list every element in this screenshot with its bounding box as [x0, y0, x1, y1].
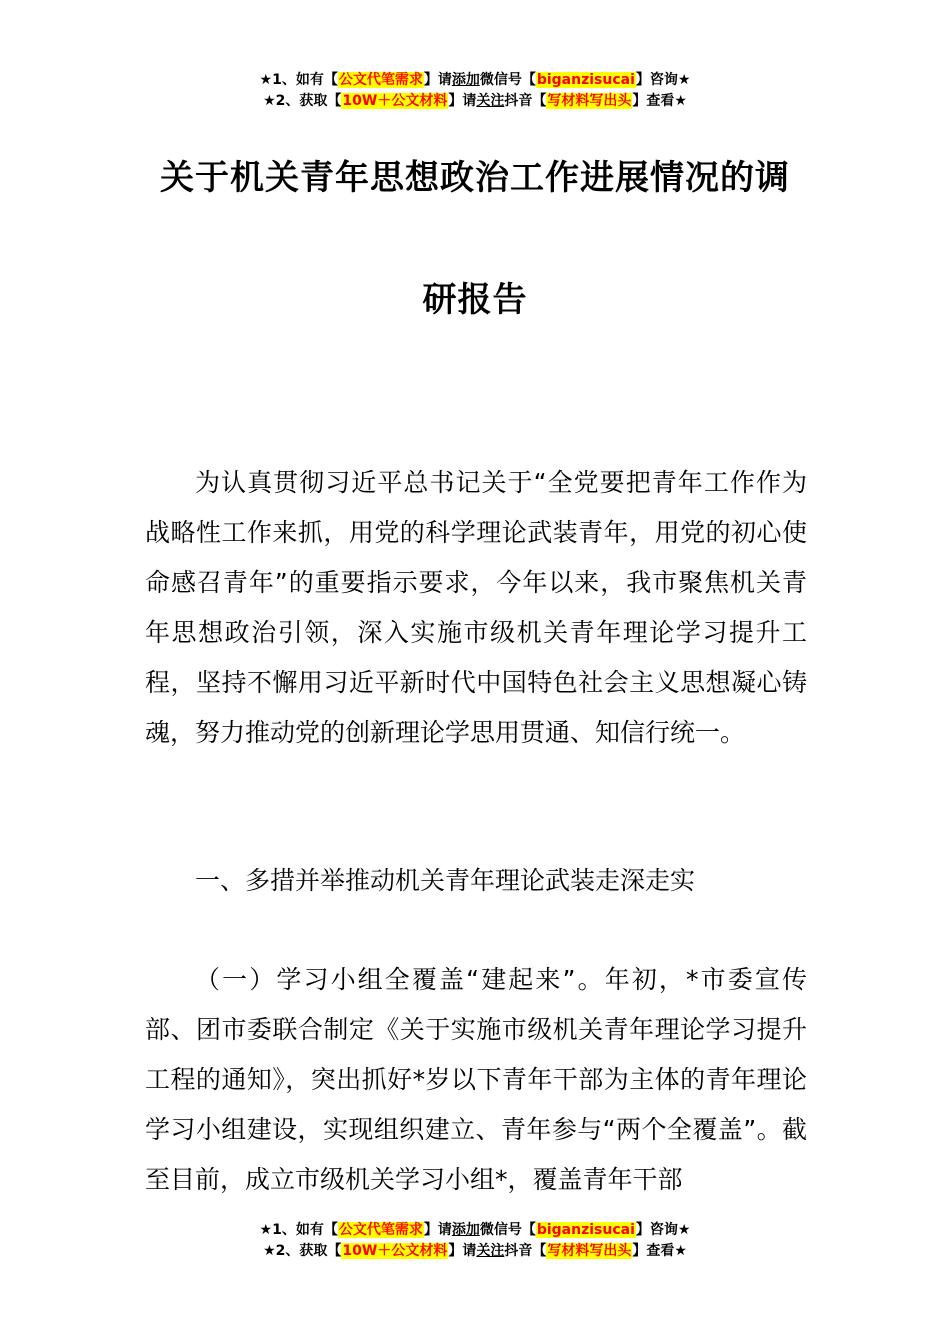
section-heading-1: 一、多措并举推动机关青年理论武装走深走实 [195, 866, 696, 895]
promo-text: 】咨询★ [635, 72, 691, 88]
promo-highlight: 公文代笔需求 [338, 72, 423, 88]
promo-text: 微信号【 [479, 1222, 536, 1238]
promo-banner-bottom [0, 1220, 950, 1262]
document-title-line-1: 关于机关青年思想政治工作进展情况的调 [160, 158, 790, 198]
promo-underlined-text: 关注 [476, 93, 505, 109]
promo-text: 】请 [448, 1243, 477, 1259]
document-title-line-2: 研报告 [422, 280, 528, 320]
promo-text: 】请 [448, 93, 477, 109]
promo-line-1 [0, 70, 950, 91]
promo-text: 】请 [423, 72, 452, 88]
promo-line-2 [0, 91, 950, 112]
promo-douyin-id: 写材料写出头 [547, 1243, 632, 1259]
promo-text: 】查看★ [632, 1243, 687, 1259]
promo-underlined-text: 添加 [451, 72, 480, 88]
promo-text: ★2、获取【 [263, 93, 342, 109]
promo-douyin-id: 写材料写出头 [547, 93, 632, 109]
promo-text: ★2、获取【 [263, 1243, 342, 1259]
promo-underlined-text: 关注 [476, 1243, 505, 1259]
promo-text: 微信号【 [479, 72, 536, 88]
promo-line-2 [0, 1241, 950, 1262]
promo-text: 抖音【 [504, 1243, 547, 1259]
promo-highlight: 公文代笔需求 [338, 1222, 423, 1238]
intro-paragraph: 为认真贯彻习近平总书记关于“全党要把青年工作作为战略性工作来抓，用党的科学理论武装青年，用党的初心使命感召青年”的重要指示要求，今年以来，我市聚焦机关青年思想政治引领，深入实施市级机关青年理论学习提升工程，坚持不懈用习近平新时代中国特色社会主义思想凝心铸魂，努力推动党的创新理论学思用贯通、知信行统一。 [145, 468, 807, 747]
subsection-paragraph-1: （一）学习小组全覆盖“建起来”。年初，*市委宣传部、团市委联合制定《关于实施市级机关青年理论学习提升工程的通知》，突出抓好*岁以下青年干部为主体的青年理论学习小组建设，实现组织建立、青年参与“两个全覆盖”。截至目前，成立市级机关学习小组*，覆盖青年干部 [145, 965, 807, 1194]
promo-line-1 [0, 1220, 950, 1241]
promo-banner-top [0, 70, 950, 112]
promo-text: ★1、如有【 [259, 72, 338, 88]
promo-text: 】请 [423, 1222, 452, 1238]
promo-highlight: 10W＋公文材料 [342, 1243, 448, 1259]
promo-highlight: 10W＋公文材料 [342, 93, 448, 109]
promo-text: ★1、如有【 [259, 1222, 338, 1238]
promo-text: 】咨询★ [635, 1222, 691, 1238]
promo-text: 】查看★ [632, 93, 687, 109]
promo-text: 抖音【 [504, 93, 547, 109]
promo-wechat-id: biganzisucai [536, 72, 635, 88]
promo-underlined-text: 添加 [451, 1222, 480, 1238]
promo-wechat-id: biganzisucai [536, 1222, 635, 1238]
